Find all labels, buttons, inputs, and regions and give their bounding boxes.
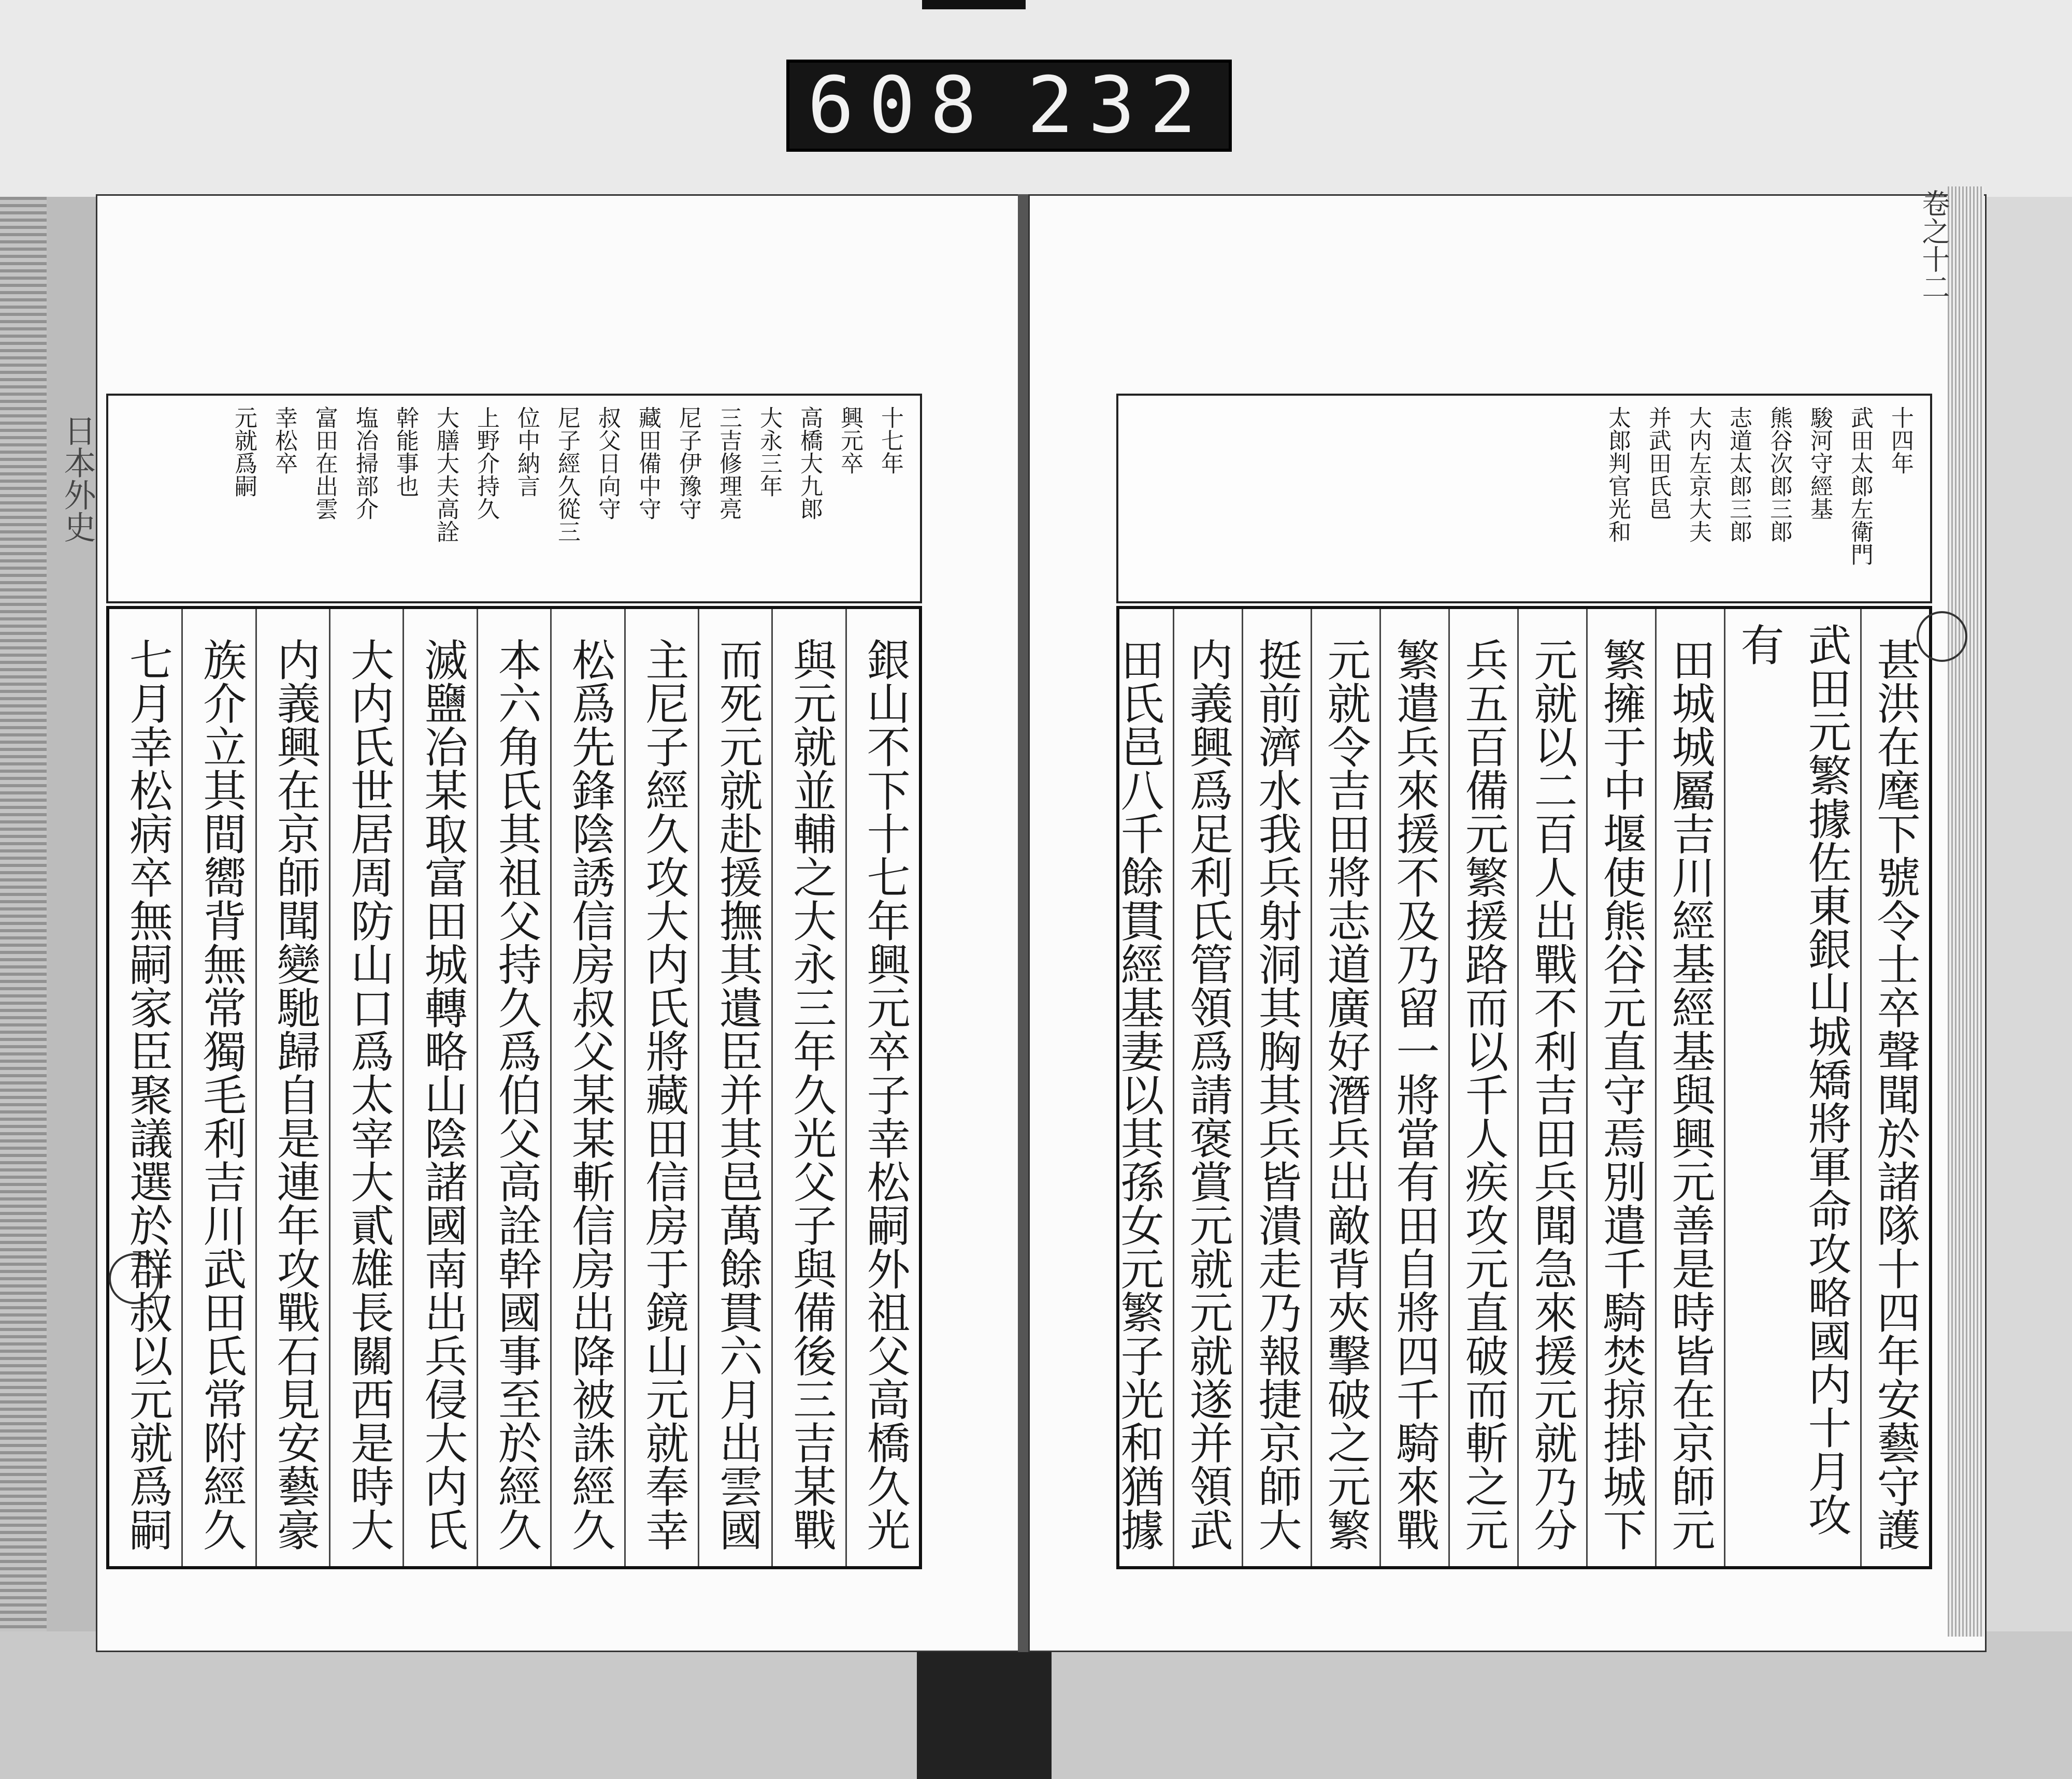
left-header-notes [106, 394, 922, 603]
header-note: 尼子伊豫守 [675, 406, 701, 520]
text-column: 族介立其間嚮背無常獨毛利吉川武田氏常附經久 [181, 609, 255, 1566]
text-column: 本六角氏其祖父持久爲伯父高詮幹國事至於經久 [477, 609, 550, 1566]
header-note: 幸松卒 [271, 406, 297, 474]
text-column: 繁擁于中堰使熊谷元直守焉別遣千騎焚掠掛城下 [1586, 609, 1655, 1566]
text-column: 七月幸松病卒無嗣家臣聚議選於群叔以元就爲嗣 [122, 638, 174, 1551]
right-side-label: 卷之十二 [1918, 189, 1950, 301]
text-column: 兵五百備元繁援路而以千人疾攻元直破而斬之元 [1448, 609, 1517, 1566]
header-note: 塩冶掃部介 [352, 406, 378, 520]
header-note: 大膳大夫高詮 [433, 406, 459, 543]
counter-right: 232 [1027, 61, 1211, 151]
header-note: 武田太郎左衛門 [1847, 406, 1873, 566]
text-column: 而死元就赴援撫其遺臣并其邑萬餘貫六月出雲國 [698, 609, 771, 1566]
page-mark-circle-left [109, 1253, 160, 1304]
text-column: 繁遣兵來援不及乃留一將當有田自將四千騎來戰 [1379, 609, 1448, 1566]
header-note: 尼子經久從三 [554, 406, 580, 543]
header-note: 三吉修理亮 [715, 406, 742, 520]
text-column: 松爲先鋒陰誘信房叔父某某斬信房出降被誅經久 [550, 609, 624, 1566]
header-note: 幹能事也 [392, 406, 419, 497]
book-edge-right [1948, 186, 1984, 1637]
header-note: 藏田備中守 [635, 406, 661, 520]
header-note: 興元卒 [837, 406, 863, 474]
header-note: 十四年 [1887, 406, 1913, 474]
text-column: 銀山不下十七年興元卒子幸松嗣外祖父高橋久光 [845, 609, 919, 1566]
counter-left: 608 [807, 61, 991, 151]
text-column: 甚洪在麾下號令士卒聲聞於諸隊十四年安藝守護 [1860, 609, 1929, 1566]
scan-top-bar [922, 0, 1026, 9]
text-column: 田城城屬吉川經基經基與興元善是時皆在京師元 [1655, 609, 1724, 1566]
text-column: 田氏邑八千餘貫經基妻以其孫女元繁子光和猶據 [1114, 638, 1164, 1551]
text-column: 内義興在京師聞變馳歸自是連年攻戰石見安藝豪 [255, 609, 329, 1566]
header-note: 十七年 [877, 406, 903, 474]
text-column: 與元就並輔之大永三年久光父子與備後三吉某戰 [771, 609, 845, 1566]
header-note: 并武田氏邑 [1645, 406, 1671, 520]
right-header-notes [1116, 394, 1932, 603]
frame-counter [786, 60, 1232, 152]
text-column: 武田元繁據佐東銀山城矯將軍命攻略國内十月攻有 [1724, 609, 1860, 1566]
header-note: 太郎判官光和 [1604, 406, 1631, 543]
header-note: 富田在出雲 [311, 406, 338, 520]
header-note: 駿河守經基 [1806, 406, 1833, 520]
header-note: 叔父日向守 [594, 406, 621, 520]
header-note: 元就爲嗣 [231, 406, 257, 497]
page-mark-circle-right [1917, 611, 1967, 662]
header-note: 熊谷次郎三郎 [1766, 406, 1792, 543]
text-column: 大内氏世居周防山口爲太宰大貳雄長關西是時大 [329, 609, 402, 1566]
text-column: 元就以二百人出戰不利吉田兵聞急來援元就乃分 [1517, 609, 1586, 1566]
header-note: 大内左京大夫 [1685, 406, 1711, 543]
text-column: 内義興爲足利氏管領爲請褒賞元就元就遂并領武 [1173, 609, 1242, 1566]
right-main-text [1116, 606, 1932, 1569]
text-column: 滅鹽冶某取富田城轉略山陰諸國南出兵侵大内氏 [402, 609, 476, 1566]
header-note: 大永三年 [756, 406, 782, 497]
left-spine-label: 日本外史 [59, 414, 96, 543]
scan-bottom-dark [917, 1631, 1052, 1779]
book-edge-left [0, 197, 47, 1699]
left-main-text [106, 606, 922, 1569]
header-note: 志道太郎三郎 [1725, 406, 1752, 543]
text-column: 主尼子經久攻大内氏將藏田信房于鏡山元就奉幸 [624, 609, 698, 1566]
header-note: 位中納言 [513, 406, 540, 497]
text-column: 挺前濟水我兵射洞其胸其兵皆潰走乃報捷京師大 [1242, 609, 1311, 1566]
text-column: 元就令吉田將志道廣好潛兵出敵背夾擊破之元繁 [1311, 609, 1379, 1566]
header-note: 上野介持久 [473, 406, 499, 520]
header-note: 高橋大九郎 [796, 406, 823, 520]
